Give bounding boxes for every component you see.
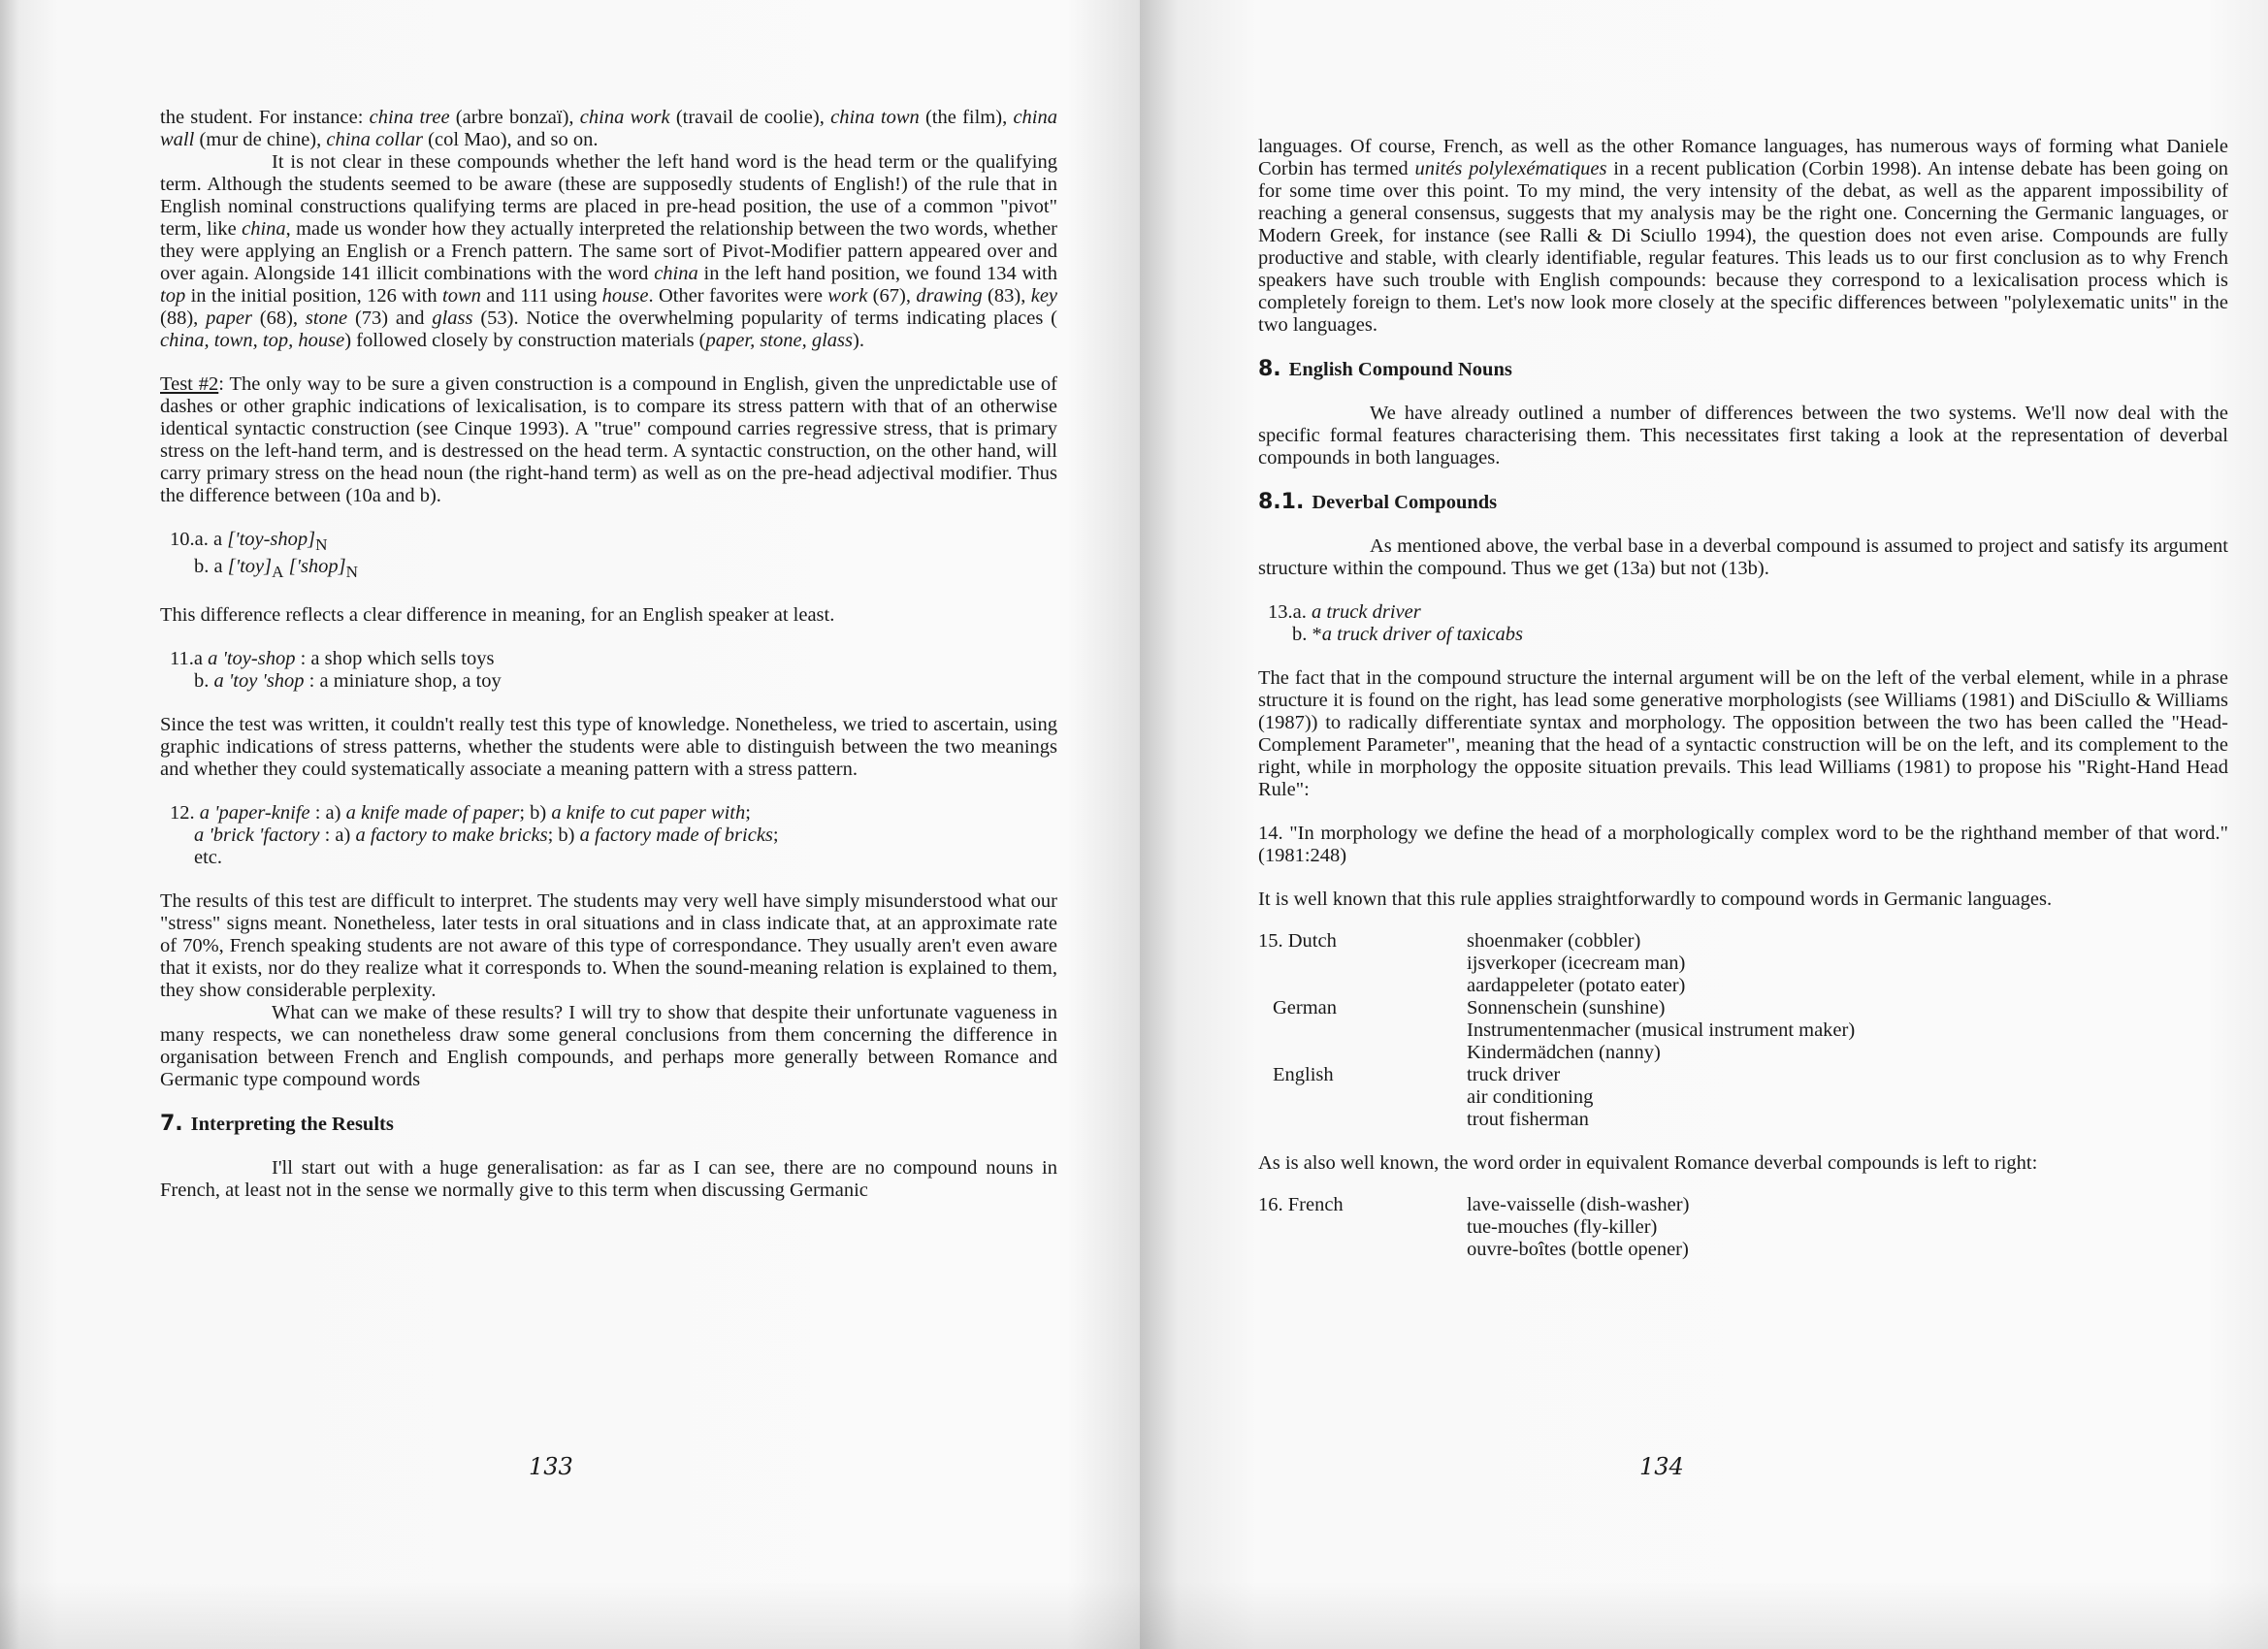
example-13: 13.a. a truck driver b. *a truck driver of taxicabs	[1268, 601, 1523, 645]
right-page	[1140, 0, 2268, 1649]
paragraph: languages. Of course, French, as well as the other Romance languages, has numerous ways of forming what Daniele Corbin has termed unités polylexématiques in a recent publication (Corbin 1998). An intense debate has been going on for some time over this point. To my mind, the very intensity of the debat, as well as the apparent impossibility of reaching a general consensus, suggests that my analysis may be the right one. Concerning the Germanic languages, or Modern Greek, for instance (see Ralli & Di Sciullo 1994), the question does not even arise. Compounds are fully productive and stable, with clearly identifiable, regular features. This leads us to our first conclusion as to why French speakers have such trouble with English compounds: because they correspond to a lexicalisation process which is completely foreign to them. Let's now look more closely at the specific differences between "polylexematic units" in the two languages.	[1258, 136, 2228, 336]
example-11: 11.a a 'toy-shop : a shop which sells toys b. a 'toy 'shop : a miniature shop, a toy	[170, 648, 502, 693]
paragraph: As mentioned above, the verbal base in a deverbal compound is assumed to project and satisfy its argument structure within the compound. Thus we get (13a) but not (13b).	[1258, 535, 2228, 579]
section-heading: 8. English Compound Nouns	[1258, 357, 1512, 381]
section-heading: 7. Interpreting the Results	[160, 1112, 394, 1137]
left-page-text	[160, 107, 1057, 1202]
paragraph: the student. For instance: china tree (arbre bonzaï), china work (travail de coolie), china town (the film), china wall (mur de chine), china collar (col Mao), and so on.	[160, 107, 1057, 150]
paragraph: The results of this test are difficult to interpret. The students may very well have simply misunderstood what our "stress" signs meant. Nonetheless, later tests in oral situations and in class indicate that, at an approximate rate of 70%, French speaking students are not aware of this type of correspondance. They usually aren't even aware that it exists, nor do they realize what it corresponds to. When the sound-meaning relation is explained to them, they show considerable perplexity.	[160, 890, 1057, 1002]
page-number: 134	[1639, 1453, 1684, 1480]
paragraph: It is not clear in these compounds whether the left hand word is the head term or the qualifying term. Although the students seemed to be aware (these are supposedly students of English!) of the rule that in English nominal constructions qualifying terms are placed in pre-head position, the use of a common "pivot" term, like china, made us wonder how they actually interpreted the relationship between the two words, whether they were applying an English or a French pattern. The same sort of Pivot-Modifier pattern appeared over and over again. Alongside 141 illicit combinations with the word china in the left hand position, we found 134 with top in the initial position, 126 with town and 111 using house. Other favorites were work (67), drawing (83), key (88), paper (68), stone (73) and glass (53). Notice the overwhelming popularity of terms indicating places ( china, town, top, house) followed closely by construction materials (paper, stone, glass).	[160, 151, 1058, 351]
paragraph: I'll start out with a huge generalisation: as far as I can see, there are no compound nouns in French, at least not in the sense we normally give to this term when discussing Germanic	[160, 1157, 1057, 1202]
paragraph: Since the test was written, it couldn't really test this type of knowledge. Nonetheless, we tried to ascertain, using graphic indications of stress patterns, whether the students were able to distinguish between the two meanings and whether they could systematically associate a meaning pattern with a stress pattern.	[160, 714, 1057, 781]
example-10: 10.a. a $['toy-shop]_N$ b. a $['toy]_A$ $['shop]_N$	[170, 529, 359, 582]
page-shadow	[0, 1581, 1140, 1649]
paragraph: What can we make of these results? I will try to show that despite their unfortunate vagueness in many respects, we can nonetheless draw some general conclusions from them concerning the difference in organisation between French and English compounds, and perhaps more generally between Romance and Germanic type compound words	[160, 1002, 1057, 1091]
paragraph: Test #2: The only way to be sure a given construction is a compound in English, given the unpredictable use of dashes or other graphic indications of lexicalisation, is to compare its stress pattern with that of an otherwise identical syntactic construction (see Cinque 1993). A "true" compound carries regressive stress, that is primary stress on the left-hand term, and is destressed on the head term. A syntactic construction, on the other hand, will carry primary stress on the head noun (the right-hand term) as well as on the pre-head adjectival modifier. Thus the difference between (10a and b).	[160, 373, 1057, 506]
paragraph: It is well known that this rule applies straightforwardly to compound words in Germanic languages.	[1258, 889, 2053, 910]
example-15: 15. Dutch shoenmaker (cobbler) ijsverkoper (icecream man) aardappeleter (potato eater) German Sonnenschein (sunshine) Instrumentenmacher (musical instrument maker) Kindermädchen (nanny) English truck driver air conditioning trout fisherman	[1258, 930, 1856, 1130]
paragraph: As is also well known, the word order in equivalent Romance deverbal compounds is left to right:	[1258, 1152, 2038, 1174]
paragraph: We have already outlined a number of differences between the two systems. We'll now deal with the specific formal features characterising them. This necessitates first taking a look at the representation of deverbal compounds in both languages.	[1258, 403, 2228, 469]
example-16: 16. French lave-vaisselle (dish-washer) tue-mouches (fly-killer) ouvre-boîtes (bottle opener)	[1258, 1194, 1690, 1260]
paragraph: The fact that in the compound structure the internal argument will be on the left of the verbal element, while in a phrase structure it is found on the right, has lead some generative morphologists (see Williams (1981) and DiSciullo & Williams (1987)) to radically differentiate syntax and morphology. The opposition between the two has been called the "Head-Complement Parameter", meaning that the head of a syntactic construction will be on the left, and its complement to the right, while in morphology the opposite situation prevails. This lead Williams (1981) to propose his "Right-Hand Head Rule":	[1258, 667, 2228, 800]
page-shadow	[1140, 1581, 2268, 1649]
example-12: 12. a 'paper-knife : a) a knife made of paper; b) a knife to cut paper with; a 'brick 'factory : a) a factory to make bricks; b) a factory made of bricks; etc.	[170, 802, 779, 869]
page-number: 133	[529, 1453, 573, 1480]
right-page-text	[1258, 136, 2228, 1261]
section-heading: 8.1. Deverbal Compounds	[1258, 490, 1498, 514]
paragraph: 14. "In morphology we define the head of a morphologically complex word to be the righthand member of that word." (1981:248)	[1258, 823, 2228, 866]
paragraph: This difference reflects a clear difference in meaning, for an English speaker at least.	[160, 604, 835, 627]
test-label: Test #2	[160, 373, 219, 395]
